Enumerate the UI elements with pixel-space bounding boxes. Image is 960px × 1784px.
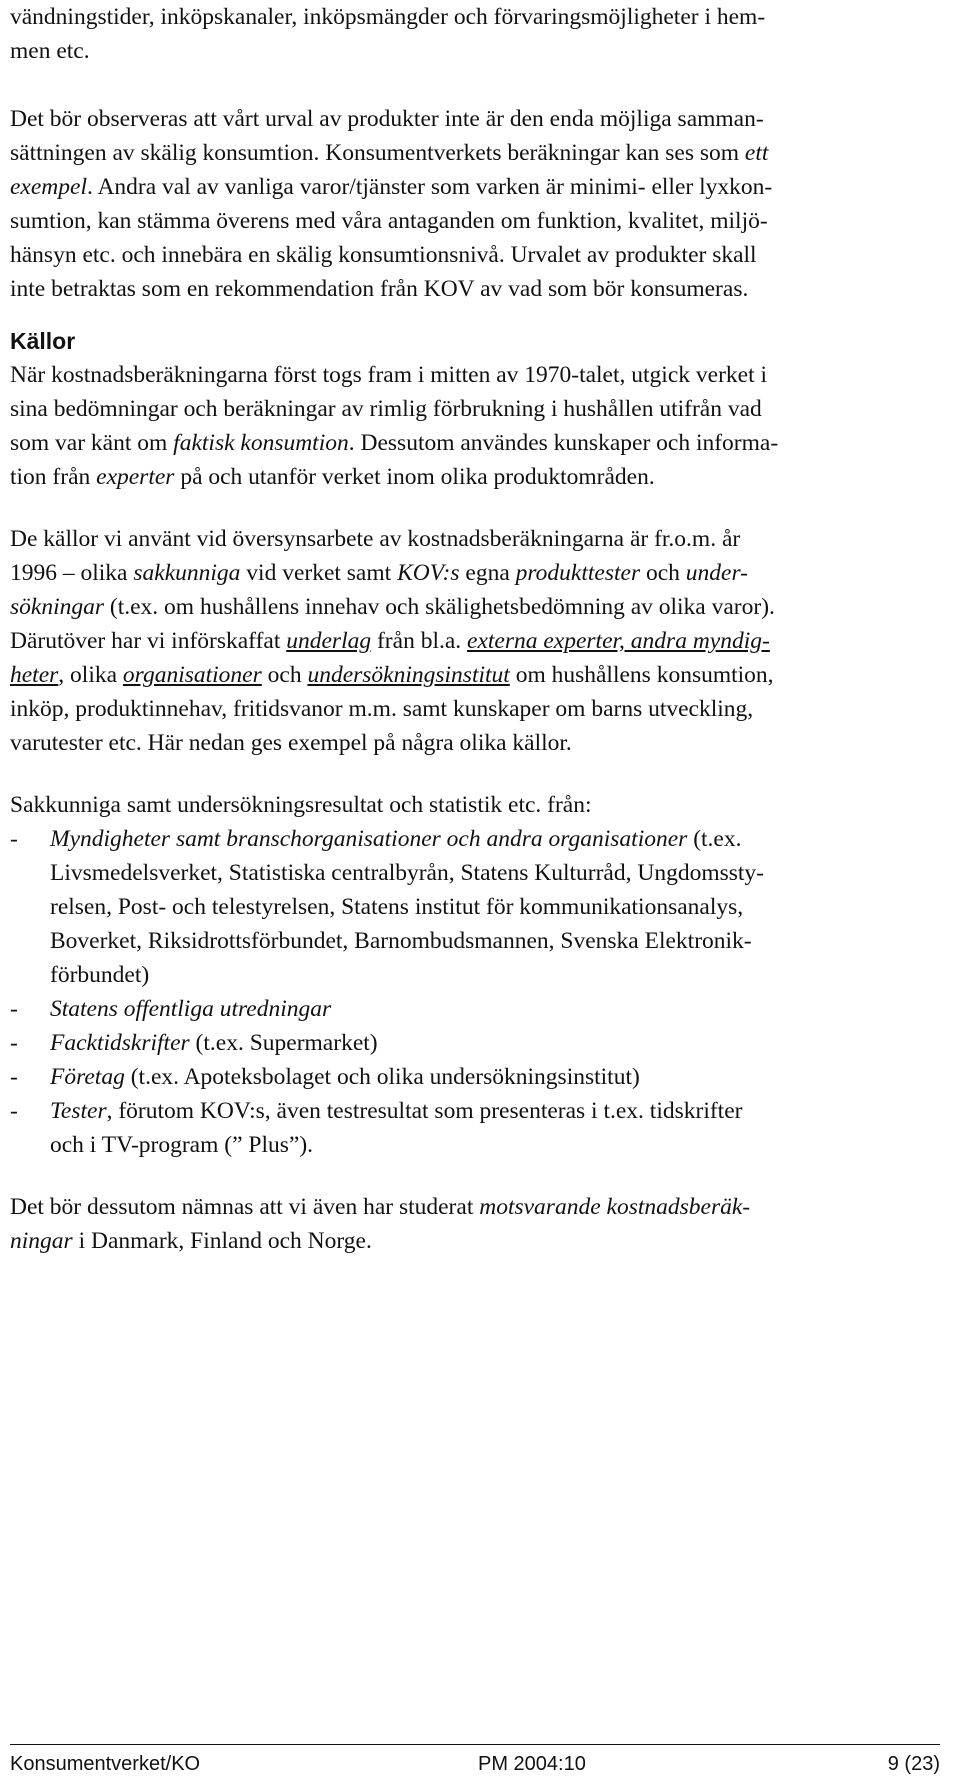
text-line	[10, 426, 940, 460]
spacer	[10, 494, 940, 522]
list-item-line: Livsmedelsverket, Statistiska centralbyrån, Statens Kulturråd, Ungdomssty-	[50, 860, 764, 886]
text-line	[10, 658, 940, 692]
text-span: (t.ex. om hushållens innehav och skälighetsbedömning av olika varor).	[104, 594, 775, 620]
text-span: Därutöver har vi införskaffat	[10, 628, 287, 654]
text-span: (t.ex.	[687, 826, 742, 852]
italic-span: produkttester	[515, 560, 641, 586]
italic-span: exempel	[10, 174, 87, 200]
dash-marker: -	[10, 1030, 18, 1056]
text-line: inköp, produktinnehav, fritidsvanor m.m. samt kunskaper om barns utveckling,	[10, 696, 754, 722]
text-span: som var känt om	[10, 430, 174, 456]
list-intro: Sakkunniga samt undersökningsresultat och statistik etc. från:	[10, 792, 592, 818]
source-list	[10, 822, 940, 1162]
list-item-line: Boverket, Riksidrottsförbundet, Barnombudsmannen, Svenska Elektronik-	[50, 928, 752, 954]
text-line: vändningstider, inköpskanaler, inköpsmängder och förvaringsmöjligheter i hem-	[10, 4, 766, 30]
text-span: och	[640, 560, 686, 586]
italic-span: Facktidskrifter	[50, 1030, 190, 1056]
italic-span: Företag	[50, 1064, 125, 1090]
footer-document-id: PM 2004:10	[478, 1753, 586, 1775]
footer-organization: Konsumentverket/KO	[10, 1753, 201, 1775]
italic-span: sakkunniga	[133, 560, 241, 586]
text-span: från bl.a.	[371, 628, 468, 654]
text-line	[10, 556, 940, 590]
text-line	[10, 170, 940, 204]
text-span: , olika	[58, 662, 123, 688]
italic-span: ett	[744, 140, 769, 166]
text-line: sina bedömningar och beräkningar av rimlig förbrukning i hushållen utifrån vad	[10, 396, 762, 422]
text-span: vid verket samt	[240, 560, 398, 586]
footer-page-number: 9 (23)	[887, 1753, 940, 1775]
text-span: sättningen av skälig konsumtion. Konsumentverkets beräkningar kan ses som	[10, 140, 745, 166]
list-item-line: relsen, Post- och telestyrelsen, Statens institut för kommunikationsanalys,	[50, 894, 744, 920]
spacer	[10, 760, 940, 788]
text-line	[10, 136, 940, 170]
list-item	[10, 1060, 940, 1094]
section-heading: Källor	[10, 328, 76, 354]
text-line: När kostnadsberäkningarna först togs fram i mitten av 1970-talet, utgick verket i	[10, 362, 768, 388]
list-item-line	[10, 1094, 940, 1128]
underlined-italic-span: organisationer	[122, 662, 262, 688]
list-item-line	[10, 1026, 940, 1060]
text-line: Det bör observeras att vårt urval av produkter inte är den enda möjliga samman-	[10, 106, 764, 132]
italic-span: Tester	[50, 1098, 107, 1124]
italic-span: KOV:s	[397, 560, 460, 586]
dash-marker: -	[10, 826, 18, 852]
underlined-italic-span: externa experter, andra myndig-	[467, 628, 770, 654]
italic-span: motsvarande kostnadsberäk-	[479, 1194, 751, 1220]
text-span: , förutom KOV:s, även testresultat som presenteras i t.ex. tidskrifter	[106, 1098, 743, 1124]
text-span: (t.ex. Apoteksbolaget och olika undersökningsinstitut)	[124, 1064, 640, 1090]
text-line: hänsyn etc. och innebära en skälig konsumtionsnivå. Urvalet av produkter skall	[10, 242, 757, 268]
text-span: egna	[459, 560, 516, 586]
paragraph-nordic	[10, 1190, 940, 1258]
list-item	[10, 1026, 940, 1060]
paragraph-1996	[10, 522, 940, 760]
text-span: om hushållens konsumtion,	[509, 662, 774, 688]
spacer	[10, 68, 940, 102]
list-item-line: och i TV-program (” Plus”).	[50, 1132, 314, 1158]
list-item	[10, 1094, 940, 1162]
dash-marker: -	[10, 1064, 18, 1090]
italic-span: Statens offentliga utredningar	[50, 996, 332, 1022]
text-line	[10, 1224, 940, 1258]
paragraph-intro	[10, 0, 940, 68]
paragraph-selection	[10, 102, 940, 306]
text-line: inte betraktas som en rekommendation från KOV av vad som bör konsumeras.	[10, 276, 749, 302]
dash-marker: -	[10, 996, 18, 1022]
text-span: Det bör dessutom nämnas att vi även har studerat	[10, 1194, 480, 1220]
text-line	[10, 460, 940, 494]
body-text	[10, 0, 940, 1258]
text-span: tion från	[10, 464, 97, 490]
paragraph-sources	[10, 358, 940, 494]
italic-span: ningar	[10, 1228, 73, 1254]
text-span: . Andra val av vanliga varor/tjänster som varken är minimi- eller lyxkon-	[86, 174, 773, 200]
italic-span: sökningar	[10, 594, 104, 620]
italic-span: under-	[685, 560, 748, 586]
text-span: . Dessutom användes kunskaper och informa-	[348, 430, 779, 456]
text-line: men etc.	[10, 38, 90, 64]
dash-marker: -	[10, 1098, 18, 1124]
text-line: sumtion, kan stämma överens med våra antaganden om funktion, kvalitet, miljö-	[10, 208, 768, 234]
text-line	[10, 1190, 940, 1224]
spacer	[10, 1162, 940, 1190]
underlined-italic-span: heter	[10, 662, 59, 688]
text-line: varutester etc. Här nedan ges exempel på några olika källor.	[10, 730, 572, 756]
text-line	[10, 624, 940, 658]
text-line	[10, 590, 940, 624]
text-span: och	[261, 662, 308, 688]
list-item-line	[10, 822, 940, 856]
list-item	[10, 992, 940, 1026]
footer-rule	[10, 1744, 940, 1745]
text-span: (t.ex. Supermarket)	[189, 1030, 378, 1056]
text-line: De källor vi använt vid översynsarbete av kostnadsberäkningarna är fr.o.m. år	[10, 526, 741, 552]
list-item	[10, 822, 940, 992]
underlined-italic-span: undersökningsinstitut	[307, 662, 510, 688]
list-item-line	[10, 1060, 940, 1094]
italic-span: Myndigheter samt branschorganisationer och andra organisationer	[50, 826, 688, 852]
italic-span: faktisk konsumtion	[173, 430, 349, 456]
text-span: på och utanför verket inom olika produktområden.	[174, 464, 655, 490]
text-span: 1996 – olika	[10, 560, 134, 586]
text-span: i Danmark, Finland och Norge.	[72, 1228, 372, 1254]
italic-span: experter	[96, 464, 175, 490]
list-item-line: förbundet)	[50, 962, 150, 988]
list-item-line	[10, 992, 940, 1026]
underlined-italic-span: underlag	[286, 628, 372, 654]
